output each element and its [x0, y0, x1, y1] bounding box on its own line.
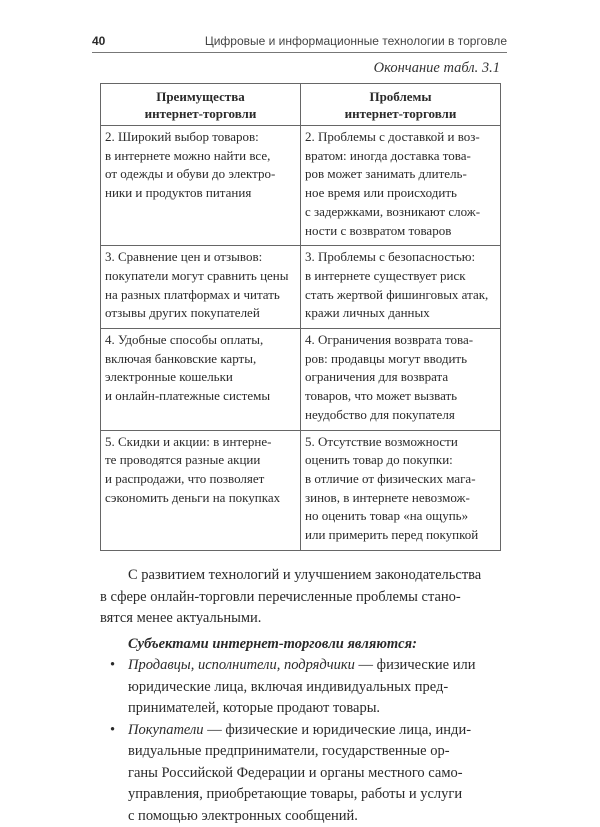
list-item	[100, 655, 505, 720]
table-caption: Окончание табл. 3.1	[374, 60, 500, 77]
text-line: ности с возвратом товаров	[305, 222, 496, 241]
text-line: ров может занимать длитель-	[305, 165, 496, 184]
text-line: 2. Проблемы с доставкой и воз-	[305, 128, 496, 147]
list-item-term: Продавцы, исполнители, подрядчики	[128, 657, 355, 673]
text-line: покупатели могут сравнить цены	[105, 267, 296, 286]
body-text	[100, 565, 505, 827]
text-line: и онлайн-платежные системы	[105, 387, 296, 406]
text-line: в отличие от физических мага-	[305, 470, 496, 489]
text-line: неудобство для покупателя	[305, 406, 496, 425]
text-line: на разных платформах и читать	[105, 286, 296, 305]
list-item-first-line	[128, 655, 505, 677]
column-header	[301, 84, 501, 126]
list-item-text: — физические и юридические лица, инди-	[204, 722, 471, 738]
text-line: 3. Проблемы с безопасностью:	[305, 248, 496, 267]
text-line: зинов, в интернете невозмож-	[305, 489, 496, 508]
table-cell	[101, 329, 301, 431]
text-line: 4. Удобные способы оплаты,	[105, 331, 296, 350]
text-line: Преимущества	[105, 88, 296, 105]
text-line: электронные кошельки	[105, 368, 296, 387]
text-line: интернет-торговли	[105, 105, 296, 122]
list-item-text: — физические или	[355, 657, 476, 673]
text-line: в интернете можно найти все,	[105, 147, 296, 166]
page-number: 40	[92, 34, 105, 48]
text-line: 3. Сравнение цен и отзывов:	[105, 248, 296, 267]
text-line: 4. Ограничения возврата това-	[305, 331, 496, 350]
running-header	[92, 30, 507, 53]
column-header	[101, 84, 301, 126]
list-item-line: принимателей, которые продают товары.	[128, 698, 505, 720]
text-line: те проводятся разные акции	[105, 451, 296, 470]
list-item-first-line	[128, 720, 505, 742]
table-cell	[301, 126, 501, 246]
table-cell	[301, 430, 501, 550]
table-header-row	[101, 84, 501, 126]
text-line: ров: продавцы могут вводить	[305, 350, 496, 369]
text-line: интернет-торговли	[305, 105, 496, 122]
text-line: Проблемы	[305, 88, 496, 105]
table-cell	[101, 246, 301, 329]
text-line: от одежды и обуви до электро-	[105, 165, 296, 184]
text-line: с задержками, возникают слож-	[305, 203, 496, 222]
text-line: кражи личных данных	[305, 304, 496, 323]
list-item	[100, 720, 505, 827]
text-line: или примерить перед покупкой	[305, 526, 496, 545]
text-line: оценить товар до покупки:	[305, 451, 496, 470]
bullet-list	[100, 655, 505, 827]
text-line: и распродажи, что позволяет	[105, 470, 296, 489]
paragraph	[100, 565, 505, 630]
table-cell	[301, 246, 501, 329]
table-row	[101, 246, 501, 329]
table-cell	[101, 430, 301, 550]
text-line: 5. Отсутствие возможности	[305, 433, 496, 452]
list-item-line: управления, приобретающие товары, работы и услуги	[128, 784, 505, 806]
table-row	[101, 126, 501, 246]
subheading: Субъектами интернет-торговли являются:	[100, 634, 505, 656]
table-row	[101, 329, 501, 431]
text-line: сэкономить деньги на покупках	[105, 489, 296, 508]
comparison-table	[100, 83, 501, 551]
running-title: Цифровые и информационные технологии в торговле	[205, 34, 507, 48]
list-item-line: юридические лица, включая индивидуальных пред-	[128, 677, 505, 699]
paragraph-line: в сфере онлайн-торговли перечисленные проблемы стано-	[100, 587, 505, 609]
text-line: отзывы других покупателей	[105, 304, 296, 323]
paragraph-line: С развитием технологий и улучшением законодательства	[100, 565, 505, 587]
text-line: 2. Широкий выбор товаров:	[105, 128, 296, 147]
text-line: в интернете существует риск	[305, 267, 496, 286]
text-line: вратом: иногда доставка това-	[305, 147, 496, 166]
text-line: стать жертвой фишинговых атак,	[305, 286, 496, 305]
list-item-line: видуальные предприниматели, государственные ор-	[128, 741, 505, 763]
table-row	[101, 430, 501, 550]
paragraph-line: вятся менее актуальными.	[100, 608, 505, 630]
text-line: но оценить товар «на ощупь»	[305, 507, 496, 526]
list-item-term: Покупатели	[128, 722, 204, 738]
text-line: включая банковские карты,	[105, 350, 296, 369]
table-cell	[301, 329, 501, 431]
bullet-icon: •	[110, 720, 115, 742]
text-line: товаров, что может вызвать	[305, 387, 496, 406]
text-line: 5. Скидки и акции: в интерне-	[105, 433, 296, 452]
bullet-icon: •	[110, 655, 115, 677]
text-line: ное время или происходить	[305, 184, 496, 203]
list-item-line: ганы Российской Федерации и органы местного само-	[128, 763, 505, 785]
text-line: ограничения для возврата	[305, 368, 496, 387]
list-item-line: с помощью электронных сообщений.	[128, 806, 505, 827]
table-cell	[101, 126, 301, 246]
text-line: ники и продуктов питания	[105, 184, 296, 203]
